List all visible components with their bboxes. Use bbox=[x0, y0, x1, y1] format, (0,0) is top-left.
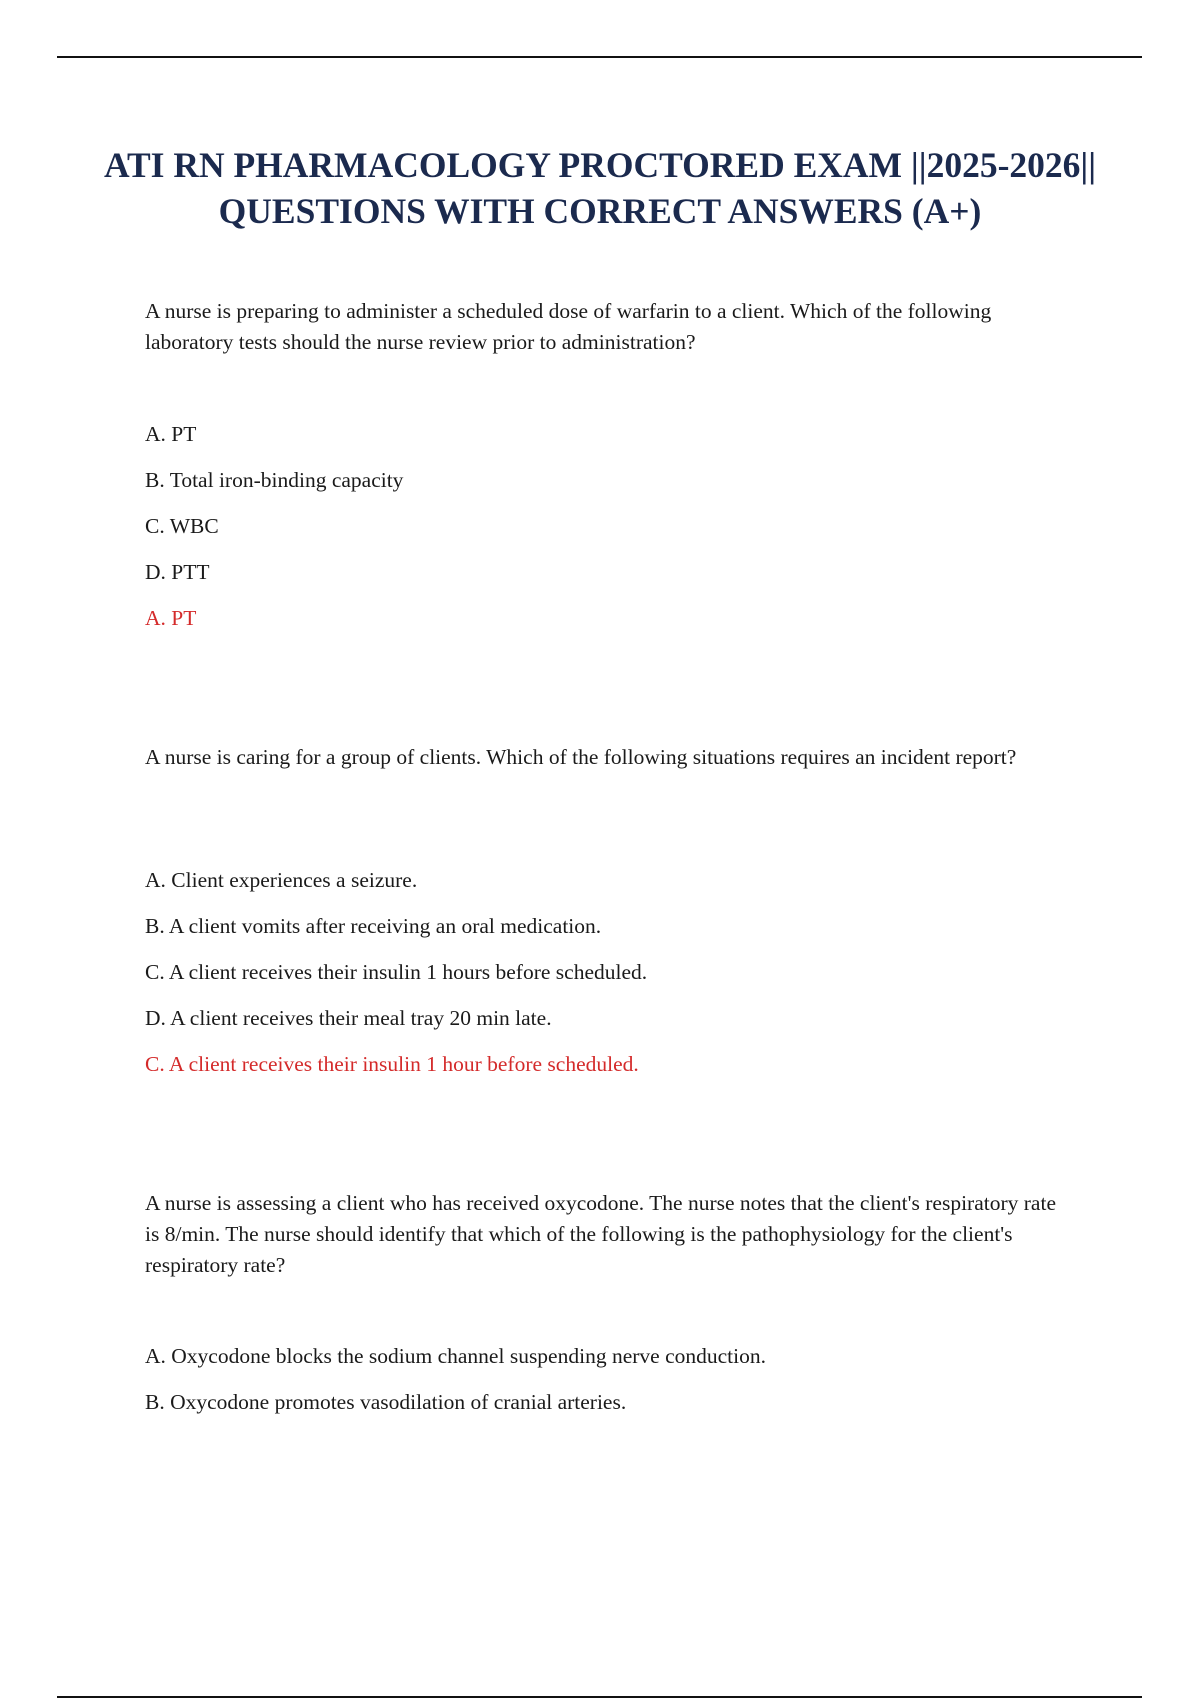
question-1-answer: A. PT bbox=[145, 606, 197, 630]
document-title: ATI RN PHARMACOLOGY PROCTORED EXAM ||2025-2026|| QUESTIONS WITH CORRECT ANSWERS (A+) bbox=[103, 145, 1097, 231]
question-2-text: A nurse is caring for a group of clients. Which of the following situations requires an incident report? bbox=[145, 745, 1017, 769]
question-3-option-b: B. Oxycodone promotes vasodilation of cranial arteries. bbox=[145, 1390, 627, 1414]
question-1-option-d: D. PTT bbox=[145, 560, 210, 584]
question-2-option-c: C. A client receives their insulin 1 hours before scheduled. bbox=[145, 960, 648, 984]
question-2-option-d: D. A client receives their meal tray 20 min late. bbox=[145, 1006, 552, 1030]
question-3-option-a: A. Oxycodone blocks the sodium channel suspending nerve conduction. bbox=[145, 1344, 766, 1368]
question-2-option-a: A. Client experiences a seizure. bbox=[145, 868, 418, 892]
question-2-option-b: B. A client vomits after receiving an oral medication. bbox=[145, 914, 602, 938]
question-1-option-b: B. Total iron-binding capacity bbox=[145, 468, 404, 492]
question-1-option-c: C. WBC bbox=[145, 514, 219, 538]
question-3-text: A nurse is assessing a client who has received oxycodone. The nurse notes that the client's respiratory rate is 8/min. The nurse should identify that which of the following is the pathophysiology for the client's respiratory rate? bbox=[145, 1191, 1056, 1277]
question-1-text: A nurse is preparing to administer a scheduled dose of warfarin to a client. Which of the following laboratory tests should the nurse review prior to administration? bbox=[145, 299, 992, 354]
question-1-option-a: A. PT bbox=[145, 422, 197, 446]
top-rule bbox=[57, 56, 1142, 58]
bottom-rule bbox=[57, 1696, 1142, 1698]
question-2-answer: C. A client receives their insulin 1 hour before scheduled. bbox=[145, 1052, 639, 1076]
